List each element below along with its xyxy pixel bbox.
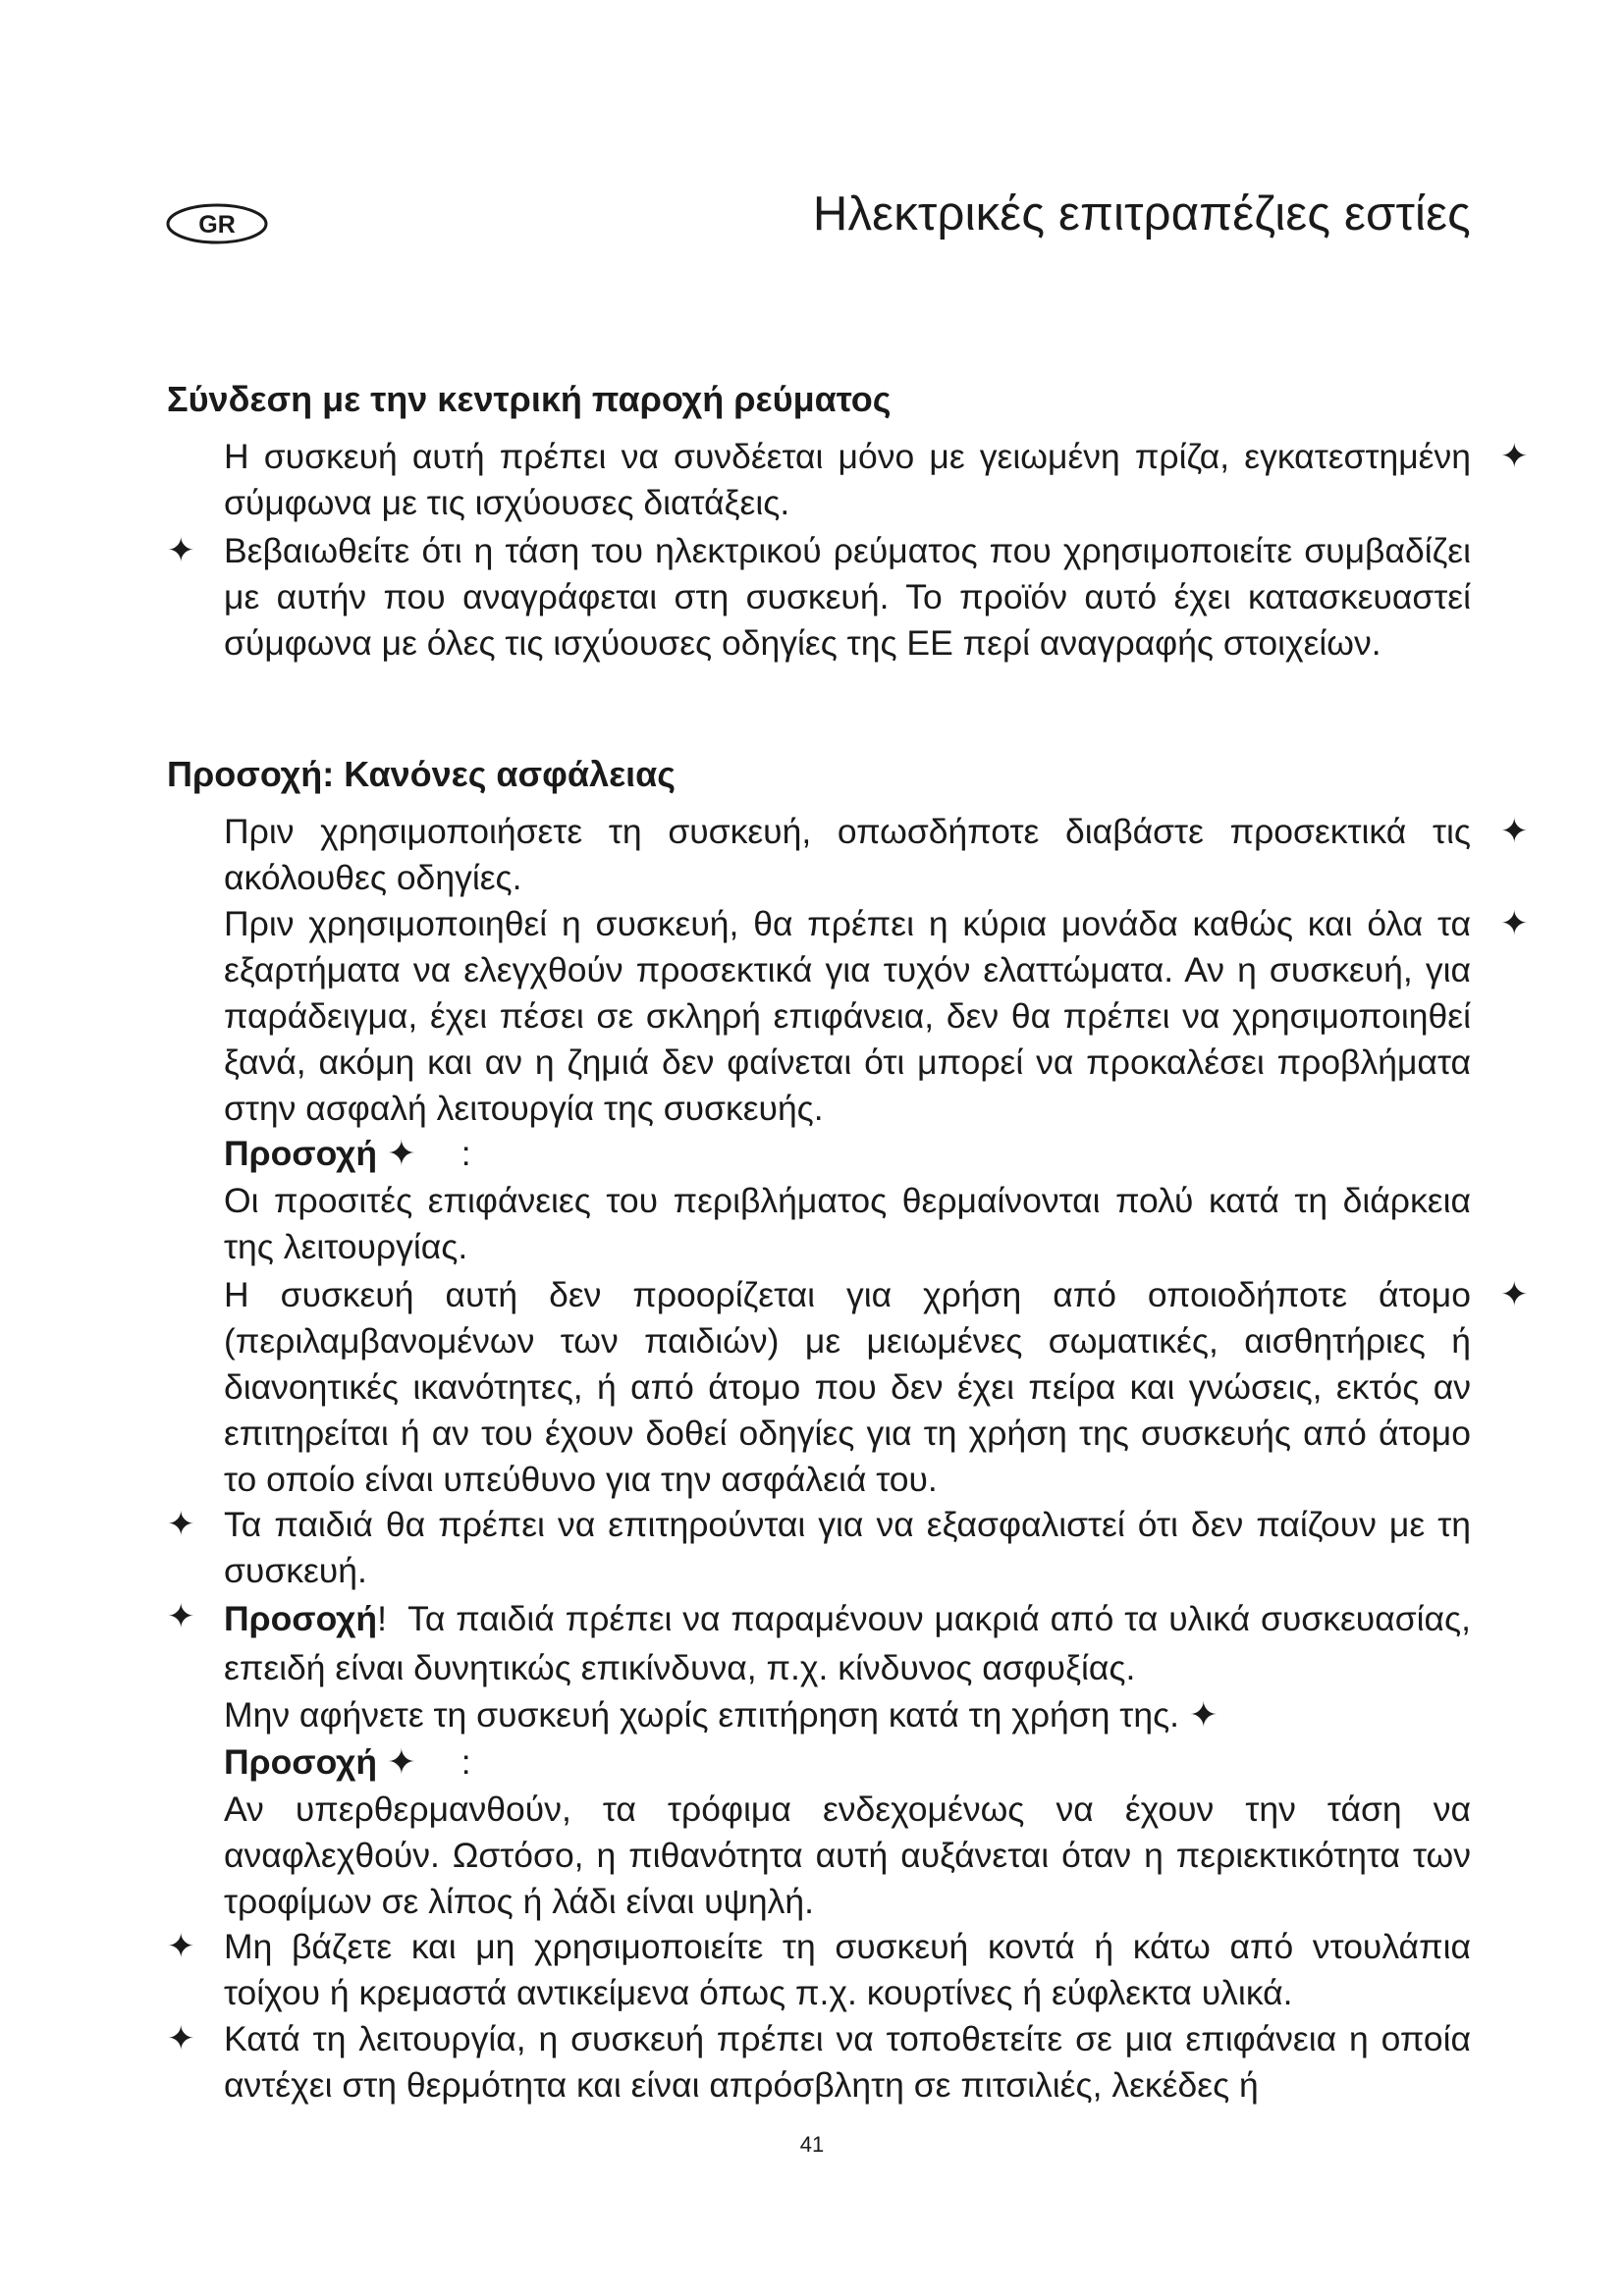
exclaim-mark: ! bbox=[377, 1599, 387, 1638]
warning-colon: : bbox=[460, 1134, 471, 1173]
bullet-star-icon: ✦ bbox=[167, 1506, 195, 1543]
paragraph-placement-cabinets: Μη βάζετε και μη χρησιμοποιείτε τη συσκευή κοντά ή κάτω από ντουλάπια τοίχου ή κρεμαστά αντικείμενα όπως π.χ. κουρτίνες ή εύφλεκτα υλικά. bbox=[224, 1927, 1471, 2012]
paragraph-grounded-socket: Η συσκευή αυτή πρέπει να συνδέεται μόνο με γειωμένη πρίζα, εγκατεστημένη σύμφωνα με τις ισχύουσες διατάξεις. bbox=[224, 437, 1471, 522]
warning-label-text: Προσοχή bbox=[224, 1742, 378, 1782]
paragraph-overheating-fire: Αν υπερθερμανθούν, τα τρόφιμα ενδεχομένως να έχουν την τάση να αναφλεχθούν. Ωστόσο, η πιθανότητα αυτή αυξάνεται όταν η περιεκτικότητα των τροφίμων σε λίπος ή λάδι είναι υψηλή. bbox=[224, 1789, 1471, 1921]
bullet-star-icon: ✦ bbox=[167, 1928, 195, 1965]
bullet-star-icon: ✦ bbox=[167, 532, 195, 569]
paragraph-read-instructions: Πριν χρησιμοποιήσετε τη συσκευή, οπωσδήποτε διαβάστε προσεκτικά τις ακόλουθες οδηγίες. bbox=[224, 812, 1471, 897]
bullet-star-icon: ✦ bbox=[1188, 1695, 1218, 1735]
paragraph-children-supervised: Τα παιδιά θα πρέπει να επιτηρούνται για να εξασφαλιστεί ότι δεν παίζουν με τη συσκευή. bbox=[224, 1505, 1471, 1590]
warning-label-2 bbox=[224, 1739, 471, 1786]
paragraph-hot-surfaces: Οι προσιτές επιφάνειες του περιβλήματος θερμαίνονται πολύ κατά τη διάρκεια της λειτουργίας. bbox=[224, 1181, 1471, 1266]
paragraph-unattended: Μην αφήνετε τη συσκευή χωρίς επιτήρηση κατά τη χρήση της. ✦ bbox=[224, 1695, 1218, 1735]
paragraph-packaging-danger: Προσοχή! Τα παιδιά πρέπει να παραμένουν μακριά από τα υλικά συσκευασίας, επειδή είναι δυνητικώς επικίνδυνα, π.χ. κίνδυνος ασφυξίας. bbox=[224, 1599, 1472, 1687]
bullet-star-icon: ✦ bbox=[1500, 905, 1529, 942]
paragraph-check-defects: Πριν χρησιμοποιηθεί η συσκευή, θα πρέπει η κύρια μονάδα καθώς και όλα τα εξαρτήματα να ελεγχθούν προσεκτικά για τυχόν ελαττώματα. Αν η συσκευή, για παράδειγμα, έχει πέσει σε σκληρή επιφάνεια, δεν θα πρέπει να χρησιμοποιηθεί ξανά, ακόμη και αν η ζημιά δεν φαίνεται ότι μπορεί να προκαλέσει προβλήματα στην ασφαλή λειτουργία της συσκευής. bbox=[224, 904, 1471, 1128]
page-number: 41 bbox=[799, 2132, 825, 2157]
language-badge-label: GR bbox=[198, 211, 236, 239]
section-heading-safety-rules: Προσοχή: Κανόνες ασφάλειας bbox=[167, 754, 677, 794]
warning-label-inline: Προσοχή bbox=[224, 1599, 378, 1638]
bullet-star-icon: ✦ bbox=[386, 1742, 416, 1782]
language-badge bbox=[165, 202, 269, 245]
bullet-star-icon: ✦ bbox=[167, 2020, 195, 2057]
warning-label-text: Προσοχή bbox=[224, 1134, 378, 1173]
paragraph-heat-resistant-surface: Κατά τη λειτουργία, η συσκευή πρέπει να τοποθετείτε σε μια επιφάνεια η οποία αντέχει στη θερμότητα και είναι απρόσβλητη σε πιτσιλιές, λεκέδες ή bbox=[224, 2019, 1471, 2105]
warning-colon: : bbox=[460, 1742, 471, 1782]
bullet-star-icon: ✦ bbox=[1500, 1276, 1529, 1313]
bullet-star-icon: ✦ bbox=[1500, 813, 1529, 850]
paragraph-voltage-check: Βεβαιωθείτε ότι η τάση του ηλεκτρικού ρεύματος που χρησιμοποιείτε συμβαδίζει με αυτήν που αναγράφεται στη συσκευή. Το προϊόν αυτό έχει κατασκευαστεί σύμφωνα με όλες τις ισχύουσες οδηγίες της ΕΕ περί αναγραφής στοιχείων. bbox=[224, 531, 1471, 663]
warning-label-1 bbox=[224, 1131, 471, 1177]
bullet-star-icon: ✦ bbox=[167, 1598, 195, 1635]
section-heading-power-connection: Σύνδεση με την κεντρική παροχή ρεύματος bbox=[167, 379, 892, 419]
bullet-star-icon: ✦ bbox=[1500, 438, 1529, 475]
bullet-star-icon: ✦ bbox=[386, 1134, 416, 1173]
document-title: Ηλεκτρικές επιτραπέζιες εστίες bbox=[812, 187, 1471, 240]
paragraph-reduced-capabilities: Η συσκευή αυτή δεν προορίζεται για χρήση από οποιοδήποτε άτομο (περιλαμβανομένων των παιδιών) με μειωμένες σωματικές, αισθητήριες ή διανοητικές ικανότητες, ή από άτομο που δεν έχει πείρα και γνώσεις, εκτός αν επιτηρείται ή αν του έχουν δοθεί οδηγίες για τη χρήση της συσκευής από άτομο το οποίο είναι υπεύθυνο για την ασφάλειά του. bbox=[224, 1275, 1471, 1499]
